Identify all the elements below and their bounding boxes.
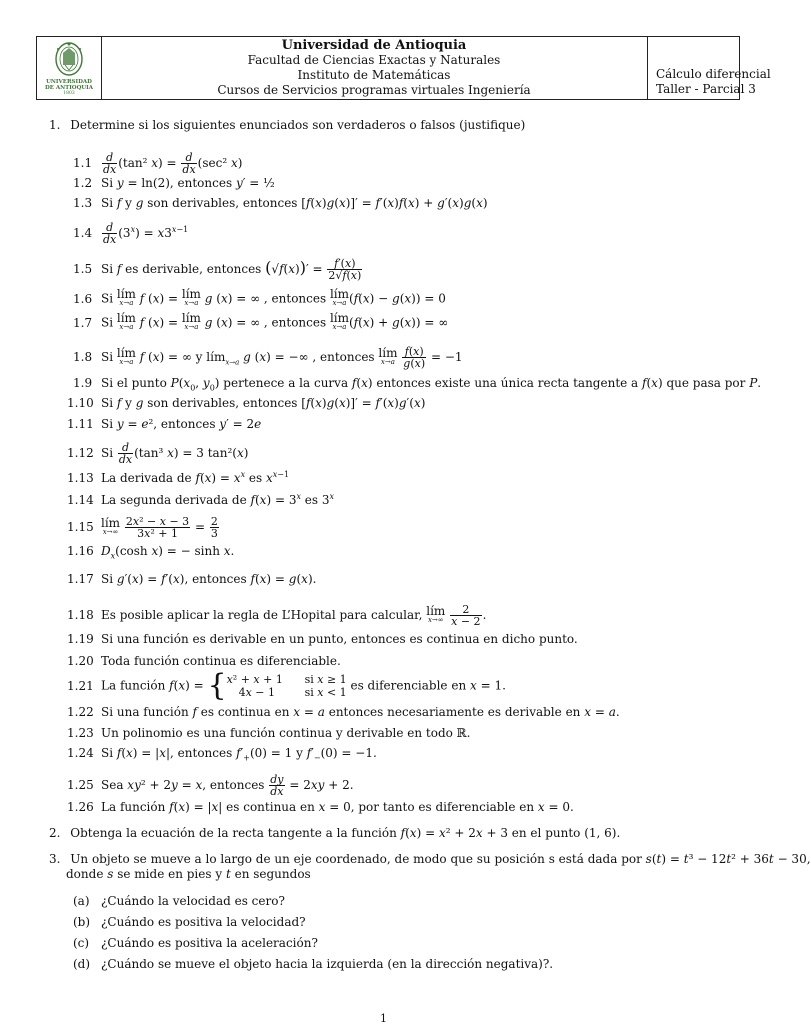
item-1-23: 1.23 Un polinomio es una función continua y derivable en todo ℝ. [67,726,471,740]
item-number: 1.26 [67,800,94,814]
item-number: 1.16 [67,544,94,558]
question-3-part-b [73,915,306,929]
item-number: 1.15 [67,520,94,534]
item-1-22: 1.22 Si una función f es continua en x = a entonces necesariamente es derivable en x = a. [67,705,620,719]
logo-text-line-1: UNIVERSIDAD [46,79,92,85]
logo-text-line-2: DE ANTIOQUIA [44,85,94,91]
item-number: 1.17 [67,572,94,586]
item-number: 1.21 [67,678,94,693]
part-text: ¿Cuándo es positiva la aceleración? [101,936,318,950]
item-number: 1.11 [67,417,94,431]
item-1-11: 1.11 Si y = e², entonces y′ = 2e [67,417,262,431]
page-number: 1 [380,1012,387,1025]
item-1-14: 1.14 La segunda derivada de $f(x) = 3^x$ es 3$^x$ [67,492,335,507]
item-1-19: 1.19 Si una función es derivable en un punto, entonces es continua en dicho punto. [67,632,578,646]
question-3-part-c [73,936,318,950]
question-3: 3. Un objeto se mueve a lo largo de un eje coordenado, de modo que su posición s está dada por s(t) = t³ − 12t² + 36t − 30, [49,852,811,866]
question-1-text: Determine si los siguientes enunciados son verdaderos o falsos (justifique) [70,118,526,132]
item-number: 1.5 [73,262,93,276]
item-number: 1.7 [73,315,93,330]
item-number: 1.22 [67,705,94,719]
item-1-18: 1.18 Es posible aplicar la regla de L’Hopital para calcular, lím x→∞ $\frac{2}{x - 2}$ . [67,603,487,628]
item-1-13: 1.13 La derivada de $f(x) = x^x$ es $x^{x-1}$ [67,470,290,485]
exam-name: Taller - Parcial 3 [656,82,756,96]
part-label: (c) [73,936,90,950]
item-1-17: 1.17 Si g′(x) = f′(x), entonces f(x) = g(x). [67,572,317,586]
part-text: ¿Cuándo se mueve el objeto hacia la izquierda (en la dirección negativa)?. [101,957,554,971]
header-box [36,36,771,100]
header-center [101,37,647,100]
item-1-21: 1.21 La función f(x) = {x² + x + 1 si x ≥ 1 4x − 1 si x < 1 es diferenciable en x = 1. [67,668,506,703]
part-text: ¿Cuándo es positiva la velocidad? [101,915,306,929]
item-1-16: 1.16 $D_x(\cosh$ x) = − sinh x. [67,544,235,561]
course-name: Cálculo diferencial [656,67,771,81]
item-number: 1.13 [67,471,94,485]
item-1-15: 1.15 lím x→∞ $\frac{\text{2x² − x − 3}}{\text{3x² + 1}}$ = $\frac{2}{3}$ [67,515,218,540]
item-number: 1.2 [73,176,93,190]
item-1-26: 1.26 La función f(x) = |x| es continua en x = 0, por tanto es diferenciable en x = 0. [67,800,574,814]
item-number: 1.6 [73,291,93,306]
part-label: (a) [73,894,90,908]
item-1-4: 1.4 $\frac{d}{dx}$ $(3^x) = x3^{x-1}$ [73,221,189,246]
item-number: 1.19 [67,632,94,646]
item-1-1: 1.1 $\frac{d}{dx}$ (tan² x) = $\frac{d}{dx}$ (sec² x) [73,151,243,176]
header-right [647,37,771,99]
item-number: 1.25 [67,778,94,792]
item-number: 1.4 [73,226,93,240]
university-name: Universidad de Antioquia [281,38,467,53]
item-1-9: 1.9 Si el punto $P(x_0$, $y_0$) pertenece a la curva f(x) entonces existe una única recta tangente a f(x) que pasa por P. [73,376,762,393]
item-1-10: 1.10 Si f y g son derivables, entonces [f(x)g(x)]′ = f′(x)g′(x) [67,396,426,410]
program-name: Cursos de Servicios programas virtuales Ingeniería [217,83,531,97]
item-1-5: 1.5 Si f es derivable, entonces (√f(x))′ = $\frac{f'(x)}{2√f(x)}$ [73,257,362,282]
item-number: 1.14 [67,493,94,507]
question-3-label: 3. [49,852,61,866]
logo-caption [37,79,101,97]
question-3-line-2: donde s se mide en pies y t en segundos [66,867,311,881]
faculty-name: Facultad de Ciencias Exactas y Naturales [247,53,501,67]
item-number: 1.20 [67,654,94,668]
question-2-label: 2. [49,826,61,840]
question-1-label: 1. [49,118,61,132]
item-number: 1.12 [67,446,94,460]
logo-text-line-3: 1803 [63,91,75,96]
item-1-12: 1.12 Si $\frac{d}{dx}$ (tan³ x) = 3 tan²(x) [67,441,249,466]
item-1-3: 1.3 Si f y g son derivables, entonces [f(x)g(x)]′ = f′(x)f(x) + g′(x)g(x) [73,196,488,210]
item-1-25: 1.25 Sea xy² + 2y = x, entonces $\frac{dy}{dx}$ = 2xy + 2. [67,773,354,798]
question-1 [49,118,525,132]
part-label: (d) [73,957,91,971]
item-1-2: 1.2 Si y = ln(2), entonces y′ = ½ [73,176,275,190]
item-1-8: 1.8 Si lím x→a f (x) = ∞ y lím$_{x\to a}$ g (x) = −∞ , entonces lím x→a $\frac{f(x)}{g(x)}$ = −1 [73,345,463,370]
item-1-6: 1.6 Si lím x→a f (x) = lím x→a g (x) = ∞ , entonces lím x→a (f(x) − g(x)) = 0 [73,287,446,307]
item-number: 1.8 [73,350,93,364]
question-3-part-d [73,957,553,971]
item-1-20: 1.20 Toda función continua es diferenciable. [67,654,341,668]
institute-name: Instituto de Matemáticas [297,68,451,82]
part-text: ¿Cuándo la velocidad es cero? [101,894,285,908]
question-2: 2. Obtenga la ecuación de la recta tangente a la función f(x) = x² + 2x + 3 en el punto (1, 6). [49,826,621,840]
item-number: 1.9 [73,376,93,390]
item-number: 1.3 [73,196,93,210]
item-1-24: 1.24 Si f(x) = |x|, entonces $f'_+(0) = 1$ y $f'_-(0) = -1$. [67,746,377,763]
question-3-part-a [73,894,285,908]
item-number: 1.23 [67,726,94,740]
part-label: (b) [73,915,91,929]
item-number: 1.10 [67,396,94,410]
item-number: 1.1 [73,156,93,170]
logo-cell [37,37,102,99]
item-number: 1.24 [67,746,94,760]
item-1-7: 1.7 Si lím x→a f (x) = lím x→a g (x) = ∞ , entonces lím x→a (f(x) + g(x)) = ∞ [73,311,449,331]
item-number: 1.18 [67,608,94,622]
